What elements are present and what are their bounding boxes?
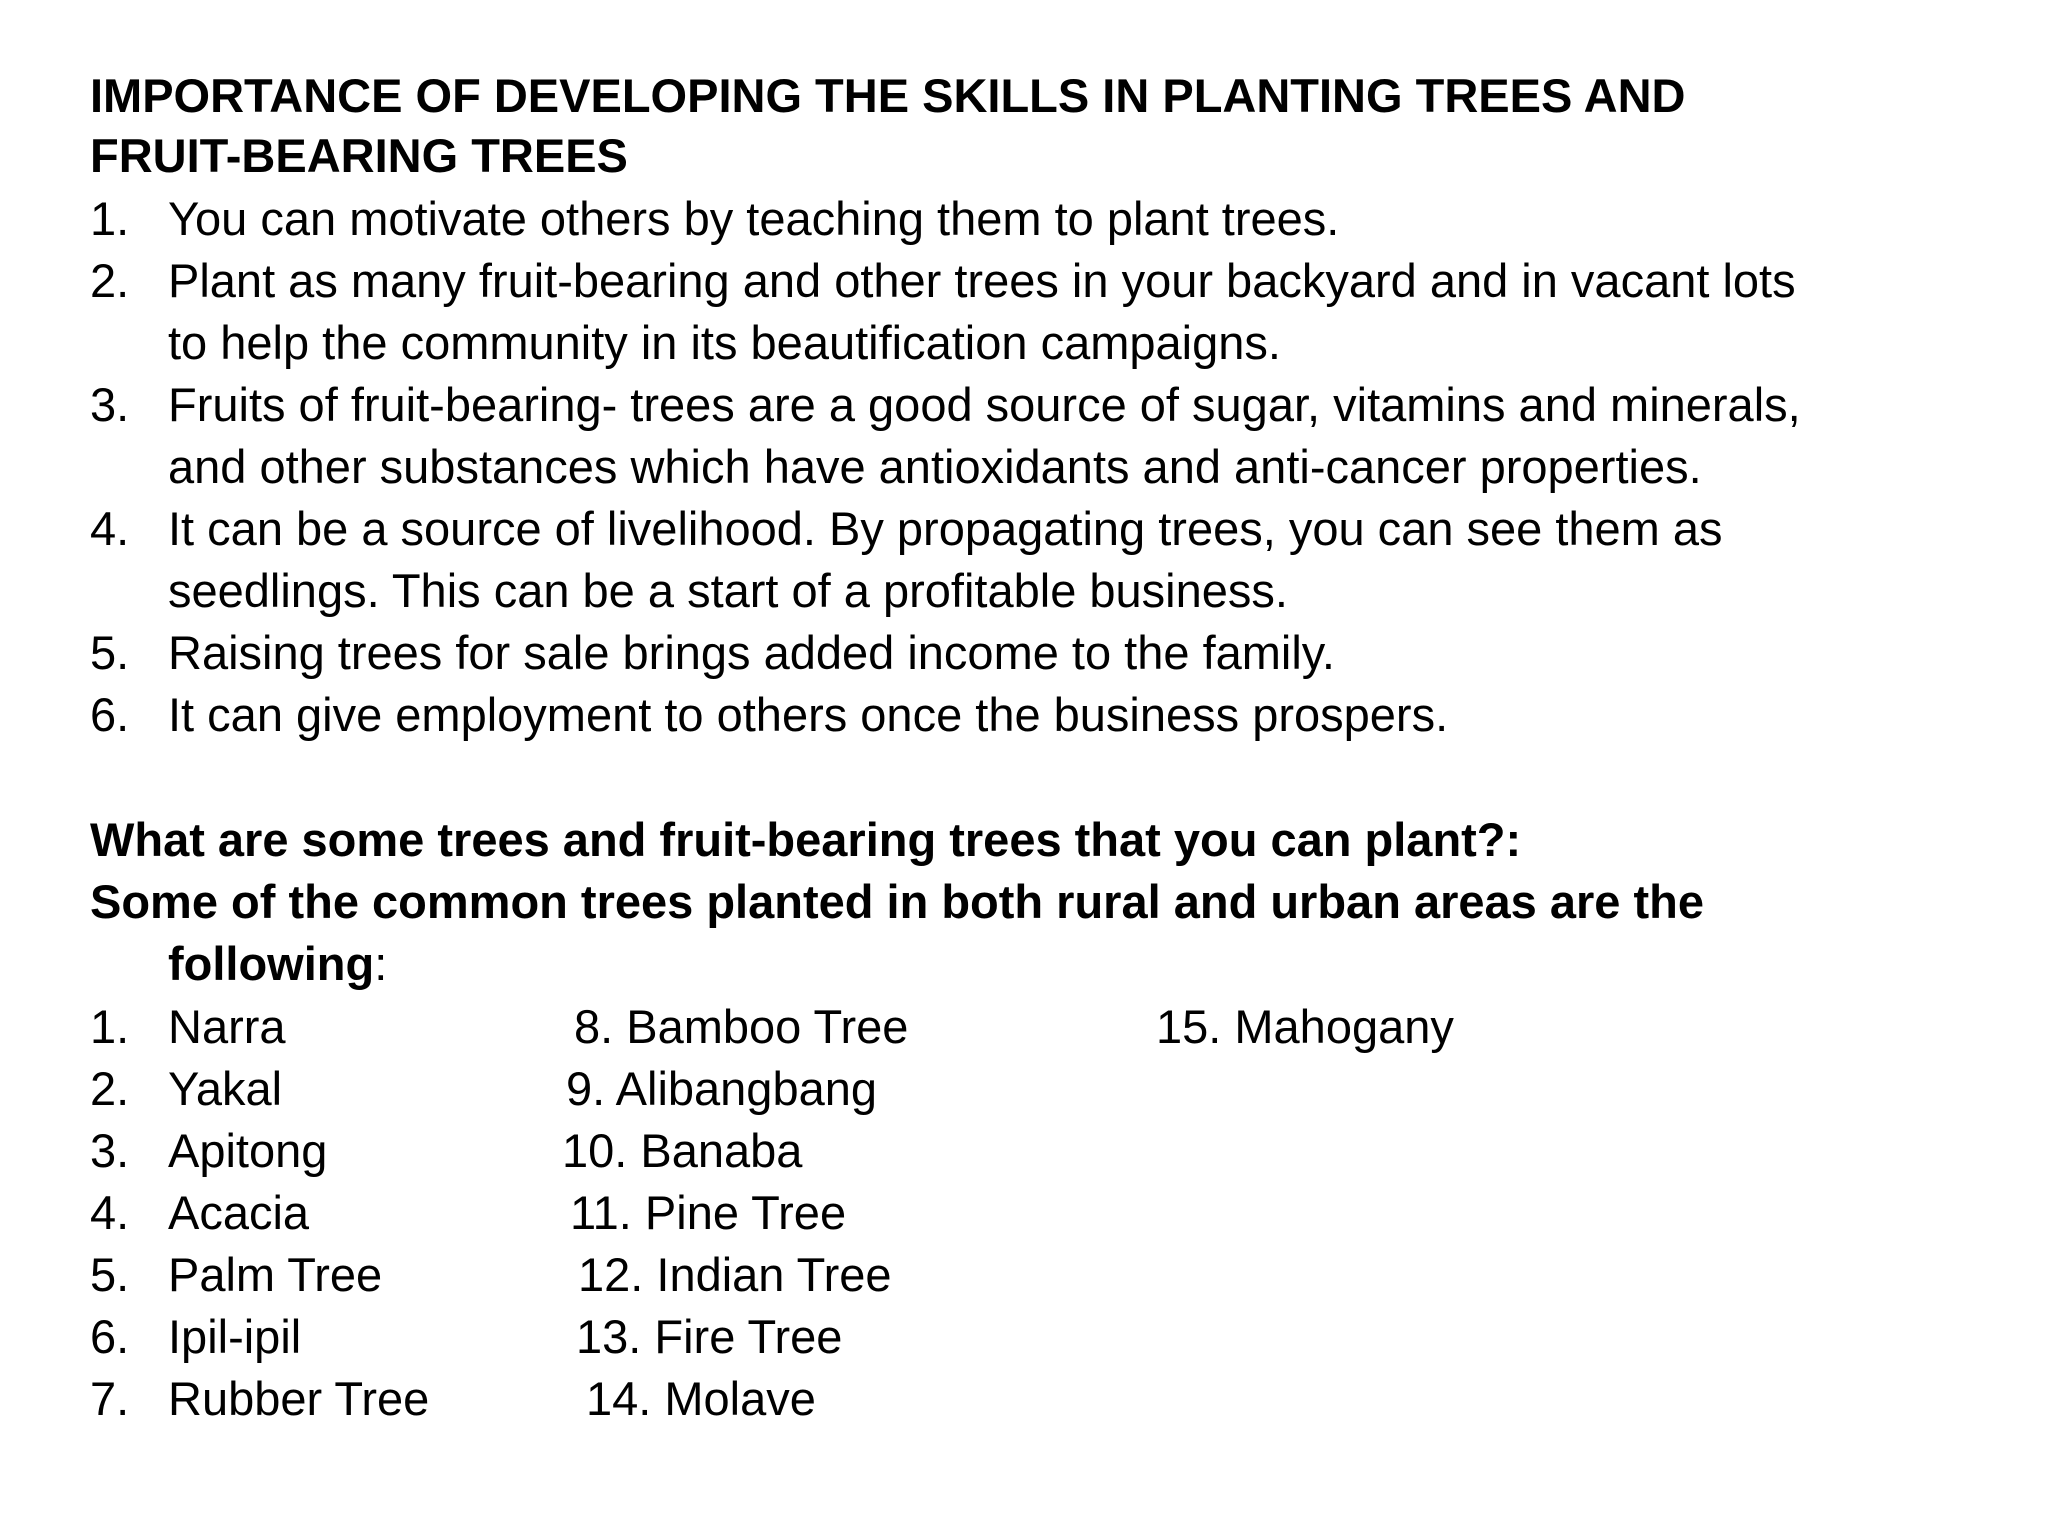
- heading-line-2: FRUIT-BEARING TREES: [90, 129, 628, 182]
- importance-item: [90, 622, 1990, 684]
- importance-item: [90, 250, 1990, 374]
- item-text-line-1: It can be a source of livelihood. By propagating trees, you can see them as: [168, 502, 1723, 555]
- item-text: Raising trees for sale brings added income to the family.: [168, 626, 1335, 679]
- tree-list-item: 12. Indian Tree: [578, 1248, 892, 1301]
- item-number: 3.: [90, 378, 130, 431]
- tree-number: 6.: [90, 1310, 130, 1363]
- importance-item: [90, 684, 1990, 746]
- tree-list-item: 9. Alibangbang: [566, 1062, 878, 1115]
- intro-colon: :: [374, 937, 388, 990]
- item-number: 2.: [90, 254, 130, 307]
- tree-list-item: [90, 996, 1990, 1058]
- item-text-line-1: Plant as many fruit-bearing and other trees in your backyard and in vacant lots: [168, 254, 1796, 307]
- tree-list-item: 8. Bamboo Tree: [574, 1000, 909, 1053]
- tree-number: 2.: [90, 1062, 130, 1115]
- tree-name: Palm Tree: [168, 1248, 383, 1301]
- item-number: 5.: [90, 626, 130, 679]
- importance-item: [90, 188, 1990, 250]
- tree-name: Rubber Tree: [168, 1372, 430, 1425]
- tree-number: 4.: [90, 1186, 130, 1239]
- tree-name: Ipil-ipil: [168, 1310, 302, 1363]
- tree-name: Apitong: [168, 1124, 328, 1177]
- item-text-line-2: seedlings. This can be a start of a profitable business.: [168, 564, 1288, 617]
- tree-list-item: 14. Molave: [586, 1372, 816, 1425]
- heading-line-1: IMPORTANCE OF DEVELOPING THE SKILLS IN PLANTING TREES AND: [90, 69, 1686, 122]
- item-text-line-2: and other substances which have antioxidants and anti-cancer properties.: [168, 440, 1702, 493]
- question-heading: What are some trees and fruit-bearing trees that you can plant?:: [90, 813, 1522, 866]
- tree-number: 1.: [90, 1000, 130, 1053]
- importance-item: [90, 498, 1990, 622]
- tree-list-item: 15. Mahogany: [1156, 1000, 1454, 1053]
- tree-name: Acacia: [168, 1186, 310, 1239]
- tree-name: Narra: [168, 1000, 286, 1053]
- item-number: 1.: [90, 192, 130, 245]
- tree-list-item: 10. Banaba: [562, 1124, 803, 1177]
- intro-following: following: [168, 937, 375, 990]
- importance-item: [90, 374, 1990, 498]
- intro-line-2: [168, 934, 387, 994]
- tree-name: Yakal: [168, 1062, 283, 1115]
- tree-number: 3.: [90, 1124, 130, 1177]
- tree-list-item: [90, 1182, 1990, 1244]
- tree-number: 5.: [90, 1248, 130, 1301]
- tree-list-item: [90, 1058, 1990, 1120]
- tree-list-item: [90, 1368, 1990, 1430]
- tree-number: 7.: [90, 1372, 130, 1425]
- item-text: It can give employment to others once the business prospers.: [168, 688, 1449, 741]
- item-number: 4.: [90, 502, 130, 555]
- tree-list-item: [90, 1306, 1990, 1368]
- item-text-line-2: to help the community in its beautification campaigns.: [168, 316, 1281, 369]
- tree-list-item: 11. Pine Tree: [570, 1186, 847, 1239]
- tree-list-item: [90, 1120, 1990, 1182]
- tree-list-item: [90, 1244, 1990, 1306]
- item-text-line-1: Fruits of fruit-bearing- trees are a good source of sugar, vitamins and minerals,: [168, 378, 1801, 431]
- item-number: 6.: [90, 688, 130, 741]
- item-text: You can motivate others by teaching them to plant trees.: [168, 192, 1340, 245]
- intro-line-1: Some of the common trees planted in both rural and urban areas are the: [90, 875, 1704, 928]
- tree-list-item: 13. Fire Tree: [576, 1310, 843, 1363]
